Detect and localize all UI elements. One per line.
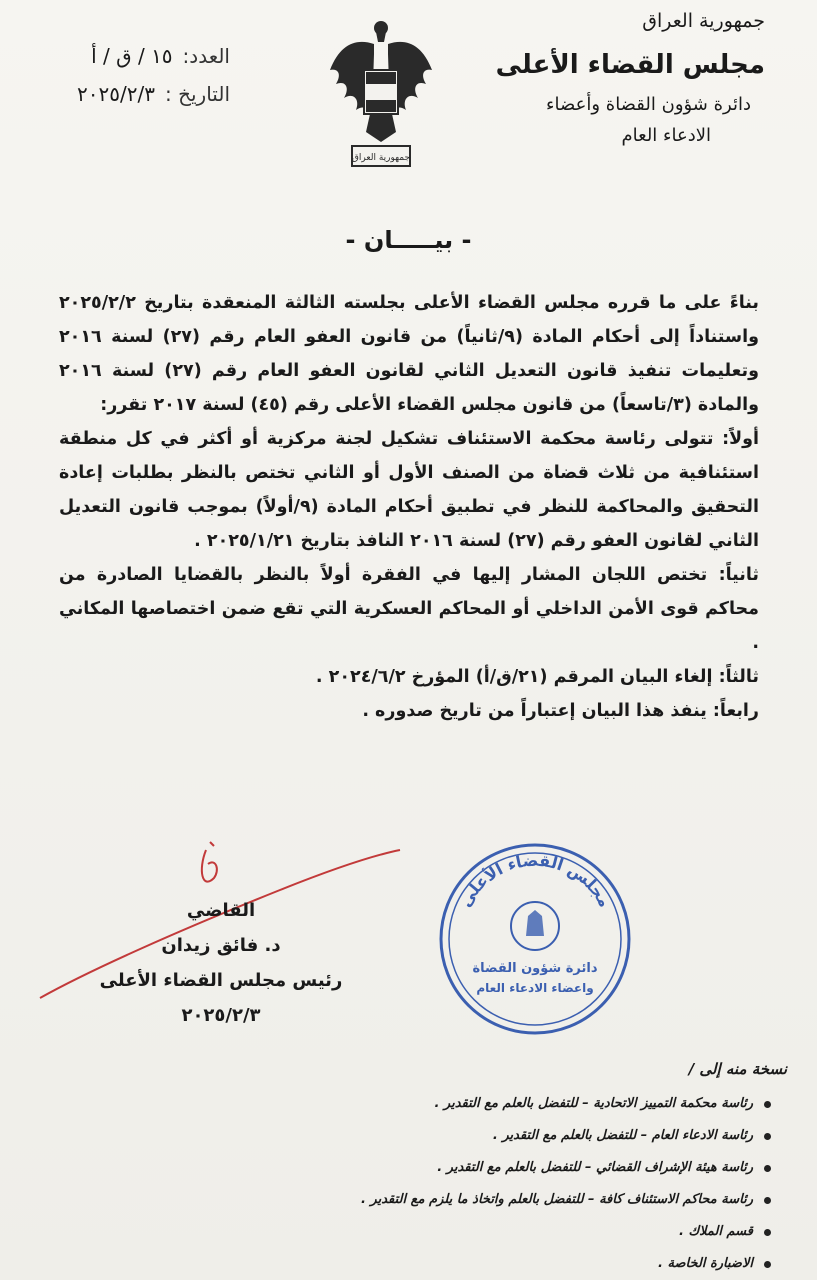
list-item: رئاسة الادعاء العام – للتفضل بالعلم مع التقدير . <box>153 1120 773 1152</box>
signature-date: ٢٠٢٥/٢/٣ <box>181 1005 261 1026</box>
stamp-outer-text: مجلس القضاء الأعلى <box>455 850 615 911</box>
clause-second: ثانياً: تختص اللجان المشار إليها في الفقرة أولاً بالنظر بالقضايا الصادرة من محاكم قوى الأمن الداخلي أو المحاكم العسكرية التي تقع ضمن اختصاصها المكاني . <box>59 565 759 653</box>
clause-third: ثالثاً: إلغاء البيان المرقم (٢١/ق/أ) المؤرخ ٢٠٢٤/٦/٢ . <box>315 667 759 687</box>
signatory-title: القاضي <box>186 900 256 921</box>
letterhead-right <box>465 8 765 146</box>
stamp-inner-line1: دائرة شؤون القضاة <box>472 961 598 976</box>
official-stamp-icon <box>436 840 634 1038</box>
clause-first: أولاً: تتولى رئاسة محكمة الاستئناف تشكيل لجنة مركزية أو أكثر في كل منطقة استئنافية من ثلاث قضاة من الصنف الأول أو الثاني تختص بالنظر بطلبات إعادة التحقيق والمحاكمة للنظر في تطبيق أحكام المادة (٩/أولاً) بموجب قانون التعديل الثاني لقانون العفو رقم (٢٧) لسنة ٢٠١٦ النافذ بتاريخ ٢٠٢٥/١/٢١ . <box>59 429 759 551</box>
list-item: رئاسة هيئة الإشراف القضائي – للتفضل بالعلم مع التقدير . <box>153 1152 773 1184</box>
number-value: ١٥ / ق / أ <box>91 44 173 68</box>
document-title: - بيـــــان - <box>345 226 472 254</box>
copies-heading: نسخة منه إلى / <box>688 1060 787 1078</box>
iraq-eagle-emblem-icon <box>326 14 436 174</box>
date-label: التاريخ : <box>164 82 230 106</box>
signatory-name: د. فائق زيدان <box>161 935 281 956</box>
copies-list <box>153 1088 773 1280</box>
letterhead-left <box>30 44 230 120</box>
signature-block <box>91 900 351 1040</box>
statement-intro: بناءً على ما قرره مجلس القضاء الأعلى بجلسته الثالثة المنعقدة بتاريخ ٢٠٢٥/٢/٢ واستناداً إلى أحكام المادة (٩/ثانياً) من قانون العفو العام رقم (٢٧) لسنة ٢٠١٦ وتعليمات تنفيذ قانون التعديل الثاني لقانون العفو العام رقم (٢٧) لسنة ٢٠١٦ والمادة (٣/تاسعاً) من قانون مجلس القضاء الأعلى رقم (٤٥) لسنة ٢٠١٧ تقرر: <box>59 293 760 415</box>
emblem-caption: جمهورية العراق <box>351 153 411 163</box>
council-name: مجلس القضاء الأعلى <box>495 50 765 80</box>
country-name: جمهورية العراق <box>642 10 765 32</box>
list-item: قسم الملاك . <box>153 1216 773 1248</box>
clause-fourth: رابعاً: ينفذ هذا البيان إعتباراً من تاريخ صدوره . <box>362 701 759 721</box>
list-item: الاضبارة الخاصة . <box>153 1248 773 1280</box>
reference-number <box>30 44 230 68</box>
list-item: رئاسة محكمة التمييز الاتحادية – للتفضل بالعلم مع التقدير . <box>153 1088 773 1120</box>
stamp-inner-line2: واعضاء الادعاء العام <box>476 981 594 995</box>
department-name: دائرة شؤون القضاة وأعضاء <box>546 94 751 115</box>
document-date <box>30 82 230 106</box>
number-label: العدد: <box>182 44 230 68</box>
statement-body <box>59 286 759 728</box>
date-value: ٢٠٢٥/٢/٣ <box>77 82 155 106</box>
signatory-position: رئيس مجلس القضاء الأعلى <box>99 970 343 991</box>
department-name-line2: الادعاء العام <box>621 125 711 146</box>
list-item: رئاسة محاكم الاستئناف كافة – للتفضل بالعلم واتخاذ ما يلزم مع التقدير . <box>153 1184 773 1216</box>
